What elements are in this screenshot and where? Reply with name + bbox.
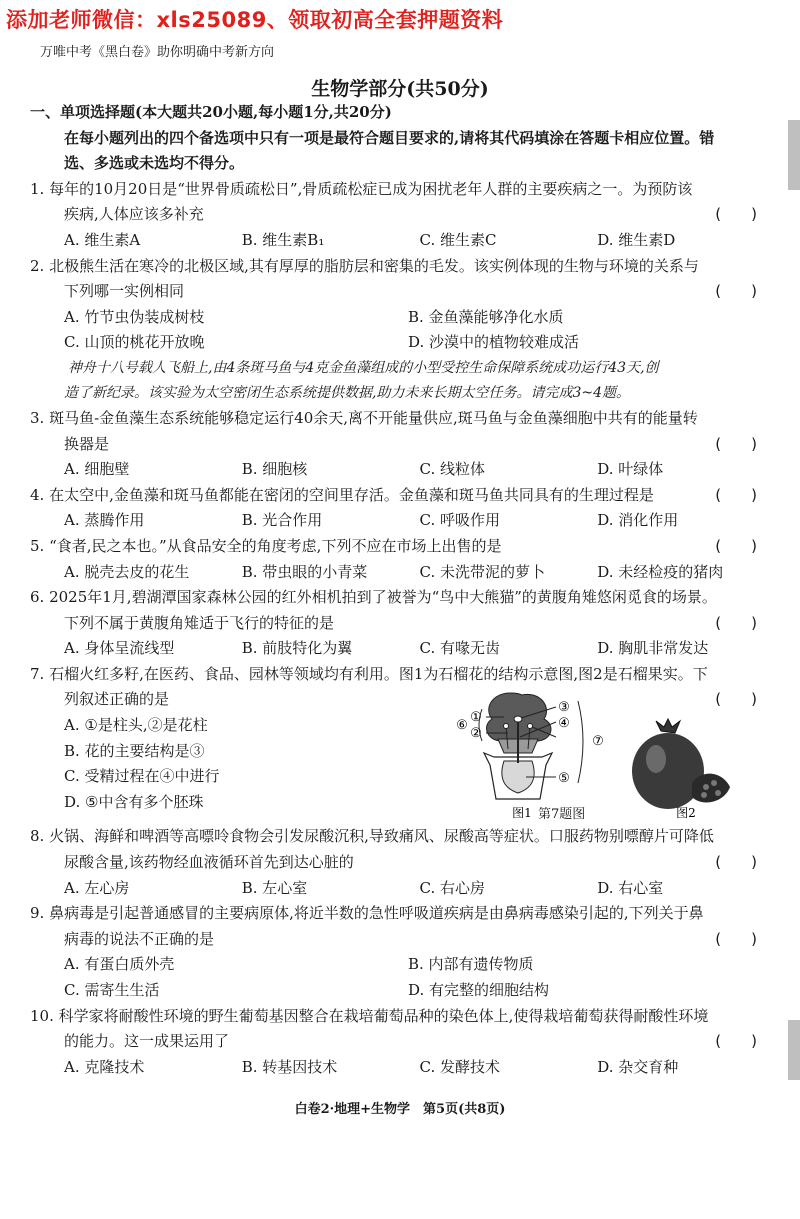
marker-2: ② xyxy=(470,726,482,742)
fig1-label: 图1 xyxy=(512,806,532,821)
question-4 xyxy=(30,483,775,534)
marker-4: ④ xyxy=(558,716,570,732)
q9-stem-2: 病毒的说法不正确的是 xyxy=(64,929,215,948)
option-d[interactable]: D. 有完整的细胞结构 xyxy=(408,981,550,1000)
watermark: 添加老师微信：xls25089、领取初高全套押题资料 xyxy=(6,8,504,32)
option-a[interactable]: A. 细胞壁 xyxy=(64,460,130,479)
option-c[interactable]: C. 维生素C xyxy=(419,230,497,249)
option-a[interactable]: A. ①是柱头,②是花柱 xyxy=(64,716,208,735)
pomegranate-image xyxy=(632,719,730,809)
q7-figure xyxy=(456,691,756,821)
q6-options xyxy=(30,636,775,662)
answer-bracket[interactable]: ( ) xyxy=(715,613,757,632)
question-10 xyxy=(30,1004,775,1081)
answer-bracket[interactable]: ( ) xyxy=(715,485,757,504)
marker-7: ⑦ xyxy=(592,734,604,750)
instructions-line-1: 在每小题列出的四个备选项中只有一项是最符合题目要求的,请将其代码填涂在答题卡相应位置。错 xyxy=(64,128,715,147)
option-c[interactable]: C. 山顶的桃花开放晚 xyxy=(64,333,205,352)
q7-stem-2: 列叙述正确的是 xyxy=(64,690,170,709)
q2-stem-2: 下列哪一实例相同 xyxy=(64,282,185,301)
q9-options-row-1 xyxy=(30,952,775,978)
exam-content xyxy=(30,100,775,1080)
figure-caption: 第7题图 xyxy=(538,807,586,823)
q3-stem-1: 3. 斑马鱼-金鱼藻生态系统能够稳定运行40余天,离不开能量供应,斑马鱼与金鱼藻细胞中共有的能量转 xyxy=(30,408,698,427)
q8-options xyxy=(30,876,775,902)
question-8 xyxy=(30,824,775,901)
option-b[interactable]: B. 左心室 xyxy=(241,878,308,897)
q1-options xyxy=(30,228,775,254)
passage-line-1: 神舟十八号载人飞船上,由4条斑马鱼与4克金鱼藻组成的小型受控生命保障系统成功运行43天,创 xyxy=(68,359,659,376)
option-b[interactable]: B. 金鱼藻能够净化水质 xyxy=(408,307,564,326)
option-c[interactable]: C. 有喙无齿 xyxy=(419,639,500,658)
option-d[interactable]: D. 杂交育种 xyxy=(597,1057,679,1076)
option-d[interactable]: D. ⑤中含有多个胚珠 xyxy=(64,792,204,811)
q9-options-row-2 xyxy=(30,978,775,1004)
option-c[interactable]: C. 需寄生生活 xyxy=(64,981,160,1000)
q7-stem-1: 7. 石榴火红多籽,在医药、食品、园林等领域均有利用。图1为石榴花的结构示意图,图2是石榴果实。下 xyxy=(30,664,708,683)
marker-3: ③ xyxy=(558,700,570,716)
scan-edge-shadow xyxy=(788,120,800,190)
q6-stem-1: 6. 2025年1月,碧湖潭国家森林公园的红外相机拍到了被誉为“鸟中大熊猫”的黄腹角雉悠闲觅食的场景。 xyxy=(30,588,717,607)
option-a[interactable]: A. 有蛋白质外壳 xyxy=(64,955,175,974)
q1-stem-1: 1. 每年的10月20日是“世界骨质疏松日”,骨质疏松症已成为困扰老年人群的主要疾病之一。为预防该 xyxy=(30,179,693,198)
option-c[interactable]: C. 未洗带泥的萝卜 xyxy=(419,562,545,581)
option-b[interactable]: B. 转基因技术 xyxy=(241,1057,338,1076)
option-d[interactable]: D. 维生素D xyxy=(597,230,676,249)
q10-options xyxy=(30,1055,775,1081)
q6-stem-2: 下列不属于黄腹角雉适于飞行的特征的是 xyxy=(64,613,335,632)
option-a[interactable]: A. 脱壳去皮的花生 xyxy=(64,562,190,581)
question-2 xyxy=(30,254,775,356)
option-a[interactable]: A. 克隆技术 xyxy=(64,1057,145,1076)
passage-line-2: 造了新纪录。该实验为太空密闭生态系统提供数据,助力未来长期太空任务。请完成3~4题。 xyxy=(64,384,630,401)
q10-stem-2: 的能力。这一成果运用了 xyxy=(64,1032,230,1051)
option-b[interactable]: B. 前肢特化为翼 xyxy=(241,639,353,658)
instructions-line-2: 选、多选或未选均不得分。 xyxy=(64,154,245,173)
q5-stem-1: 5. “食者,民之本也。”从食品安全的角度考虑,下列不应在市场上出售的是 xyxy=(30,536,502,555)
question-7 xyxy=(30,662,775,825)
option-c[interactable]: C. 右心房 xyxy=(419,878,485,897)
question-5 xyxy=(30,534,775,585)
q2-options-row-2 xyxy=(30,330,775,356)
option-b[interactable]: B. 内部有遗传物质 xyxy=(408,955,534,974)
q5-options xyxy=(30,560,775,586)
question-3 xyxy=(30,406,775,483)
answer-bracket[interactable]: ( ) xyxy=(715,1032,757,1051)
option-d[interactable]: D. 消化作用 xyxy=(597,511,679,530)
answer-bracket[interactable]: ( ) xyxy=(715,853,757,872)
fig2-label: 图2 xyxy=(676,806,696,821)
answer-bracket[interactable]: ( ) xyxy=(715,205,757,224)
question-1 xyxy=(30,177,775,254)
option-b[interactable]: B. 维生素B₁ xyxy=(241,230,325,249)
running-header: 万唯中考《黑白卷》助你明确中考新方向 xyxy=(40,45,275,60)
answer-bracket[interactable]: ( ) xyxy=(715,282,757,301)
option-a[interactable]: A. 左心房 xyxy=(64,878,130,897)
q2-options-row-1 xyxy=(30,305,775,331)
marker-1: ① xyxy=(470,710,482,726)
q2-stem-1: 2. 北极熊生活在寒冷的北极区域,其有厚厚的脂肪层和密集的毛发。该实例体现的生物与环境的关系与 xyxy=(30,256,699,275)
option-d[interactable]: D. 沙漠中的植物较难成活 xyxy=(408,333,580,352)
option-b[interactable]: B. 花的主要结构是③ xyxy=(64,741,205,760)
q10-stem-1: 10. 科学家将耐酸性环境的野生葡萄基因整合在栽培葡萄品种的染色体上,使得栽培葡萄获得耐酸性环境 xyxy=(30,1006,709,1025)
q4-options xyxy=(30,508,775,534)
part-heading: 一、单项选择题(本大题共20小题,每小题1分,共20分) xyxy=(30,103,392,121)
question-6 xyxy=(30,585,775,662)
q7-body xyxy=(30,687,775,824)
answer-bracket[interactable]: ( ) xyxy=(715,434,757,453)
option-a[interactable]: A. 竹节虫伪装成树枝 xyxy=(64,307,205,326)
q3-stem-2: 换器是 xyxy=(64,434,110,453)
option-b[interactable]: B. 细胞核 xyxy=(241,460,308,479)
option-b[interactable]: B. 带虫眼的小青菜 xyxy=(241,562,368,581)
option-c[interactable]: C. 发酵技术 xyxy=(419,1057,500,1076)
option-c[interactable]: C. 受精过程在④中进行 xyxy=(64,767,220,786)
section-title: 生物学部分(共50分) xyxy=(311,78,489,100)
option-d[interactable]: D. 右心室 xyxy=(597,878,664,897)
q8-stem-1: 8. 火锅、海鲜和啤酒等高嘌呤食物会引发尿酸沉积,导致痛风、尿酸高等症状。口服药物别嘌醇片可降低 xyxy=(30,827,714,846)
marker-5: ⑤ xyxy=(558,771,570,787)
option-d[interactable]: D. 叶绿体 xyxy=(597,460,664,479)
q1-stem-2: 疾病,人体应该多补充 xyxy=(64,205,204,224)
q8-stem-2: 尿酸含量,该药物经血液循环首先到达心脏的 xyxy=(64,853,354,872)
q3-options xyxy=(30,457,775,483)
option-c[interactable]: C. 呼吸作用 xyxy=(419,511,500,530)
marker-6: ⑥ xyxy=(456,718,468,734)
q9-stem-1: 9. 鼻病毒是引起普通感冒的主要病原体,将近半数的急性呼吸道疾病是由鼻病毒感染引起的,下列关于鼻 xyxy=(30,904,704,923)
scan-edge-shadow xyxy=(788,1020,800,1080)
answer-bracket[interactable]: ( ) xyxy=(715,690,757,709)
question-9 xyxy=(30,901,775,1003)
option-a[interactable]: A. 蒸腾作用 xyxy=(64,511,145,530)
answer-bracket[interactable]: ( ) xyxy=(715,929,757,948)
answer-bracket[interactable]: ( ) xyxy=(715,536,757,555)
option-d[interactable]: D. 胸肌非常发达 xyxy=(597,639,709,658)
option-a[interactable]: A. 身体呈流线型 xyxy=(64,639,175,658)
option-a[interactable]: A. 维生素A xyxy=(64,230,141,249)
option-b[interactable]: B. 光合作用 xyxy=(241,511,323,530)
q4-stem-1: 4. 在太空中,金鱼藻和斑马鱼都能在密闭的空间里存活。金鱼藻和斑马鱼共同具有的生理过程是 xyxy=(30,485,654,504)
page-footer: 白卷2·地理+生物学 第5页(共8页) xyxy=(294,1102,506,1117)
option-c[interactable]: C. 线粒体 xyxy=(419,460,485,479)
option-d[interactable]: D. 未经检疫的猪肉 xyxy=(597,562,724,581)
